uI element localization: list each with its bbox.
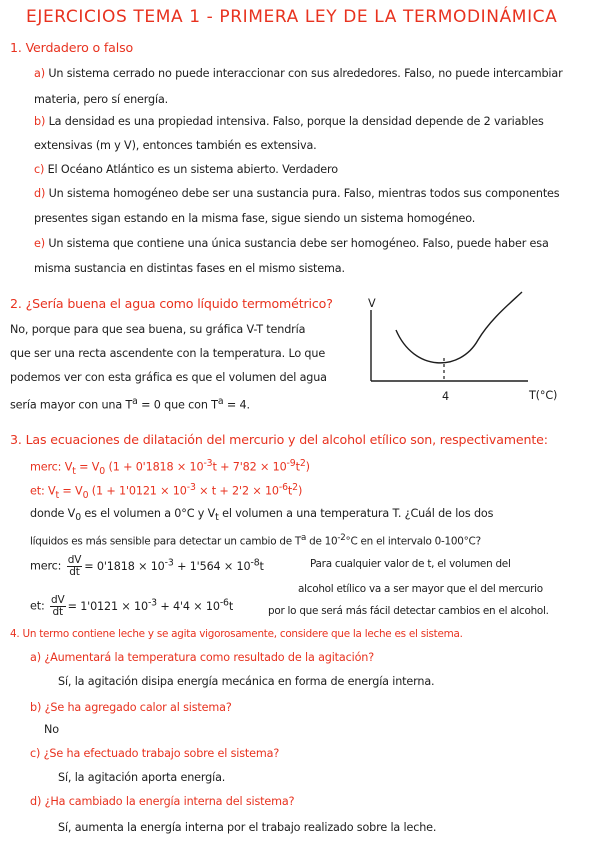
q1-item-b-line1: b) La densidad es una propiedad intensiva. Falso, porque la densidad depende de 2 variables (34, 115, 544, 128)
q3-where-line2: líquidos es más sensible para detectar un cambio de $T^a$ de $10^{-2}^\circ C$ en el intervalo 0-100°C? (30, 533, 481, 548)
q3-intro: 3. Las ecuaciones de dilatación del mercurio y del alcohol etílico son, respectivamente: (10, 432, 548, 447)
q1-item-e-line1: e) Un sistema que contiene una única sustancia debe ser homogéneo. Falso, puede haber esa (34, 237, 549, 250)
q4-item-a-answer: Sí, la agitación disipa energía mecánica en forma de energía interna. (58, 675, 435, 688)
q4-item-c-question: c) ¿Se ha efectuado trabajo sobre el sistema? (30, 747, 280, 760)
q3-conclusion-line3: por lo que será más fácil detectar cambios en el alcohol. (268, 605, 549, 617)
q3-conclusion-line2: alcohol etílico va a ser mayor que el del mercurio (298, 583, 543, 595)
q4-item-d-question: d) ¿Ha cambiado la energía interna del sistema? (30, 795, 295, 808)
q2-answer-line2: que ser una recta ascendente con la temperatura. Lo que (10, 347, 326, 360)
frac-dv-dt: $\frac{dV}{dt}$ (67, 554, 82, 579)
q1-item-e-line2: misma sustancia en distintas fases en el mismo sistema. (34, 262, 345, 275)
q4-item-a-question: a) ¿Aumentará la temperatura como resultado de la agitación? (30, 651, 375, 664)
q1-item-a-line2: materia, pero sí energía. (34, 93, 169, 106)
page-title: EJERCICIOS TEMA 1 - PRIMERA LEY DE LA TERMODINÁMICA (26, 7, 558, 27)
q4-item-b-question: b) ¿Se ha agregado calor al sistema? (30, 701, 232, 714)
q3-deriv-et: et: $\frac{dV}{dt}$ = $1'0121 \times 10^{-3} + 4'4 \times 10^{-6}t$ (30, 594, 234, 619)
q4-heading: 4. Un termo contiene leche y se agita vigorosamente, considere que la leche es el sistema. (10, 628, 463, 640)
q3-deriv-merc: merc: $\frac{dV}{dt}$ = $0'1818 \times 10^{-3} + 1'564 \times 10^{-8}t$ (30, 554, 264, 579)
q4-item-c-answer: Sí, la agitación aporta energía. (58, 771, 226, 784)
q2-answer-line1: No, porque para que sea buena, su gráfica V-T tendría (10, 323, 306, 336)
frac-dv-dt: $\frac{dV}{dt}$ (51, 594, 65, 619)
q2-question: 2. ¿Sería buena el agua como líquido termométrico? (10, 296, 333, 311)
q4-item-b-answer: No (44, 723, 59, 736)
graph-y-label: V (368, 297, 376, 310)
q1-item-d-line1: d) Un sistema homogéneo debe ser una sustancia pura. Falso, mientras todos sus componentes (34, 187, 560, 200)
q3-eq-merc: merc: $V_t = V_0$ $(1 + 0'1818 \times 10^{-3}t + 7'82 \times 10^{-9}t^2)$ (30, 458, 310, 477)
q1-heading: 1. Verdadero o falso (10, 40, 134, 55)
graph-x-label: T(°C) (529, 389, 558, 402)
q4-item-d-answer: Sí, aumenta la energía interna por el trabajo realizado sobre la leche. (58, 821, 437, 834)
q2-answer-line4: sería mayor con una $T^a = 0$ que con $T^a = 4$. (10, 396, 250, 412)
q1-item-d-line2: presentes sigan estando en la misma fase, sigue siendo un sistema homogéneo. (34, 212, 476, 225)
q1-item-a-line1: a) Un sistema cerrado no puede interaccionar con sus alrededores. Falso, no puede intercambiar (34, 67, 563, 80)
q1-item-b-line2: extensivas (m y V), entonces también es extensiva. (34, 139, 317, 152)
q3-conclusion-line1: Para cualquier valor de t, el volumen del (310, 558, 511, 570)
q3-eq-et: et: $V_t = V_0$ $(1 + 1'0121 \times 10^{-3} \times t + 2'2 \times 10^{-6}t^2)$ (30, 482, 303, 501)
q2-answer-line3: podemos ver con esta gráfica es que el volumen del agua (10, 371, 327, 384)
q1-item-c-line1: c) El Océano Atlántico es un sistema abierto. Verdadero (34, 163, 338, 176)
graph-min-label: 4 (442, 390, 449, 403)
q3-where-line1: donde $V_0$ es el volumen a 0°C y $V_t$ el volumen a una temperatura T. ¿Cuál de los dos (30, 507, 494, 524)
graph-curve (396, 292, 522, 363)
